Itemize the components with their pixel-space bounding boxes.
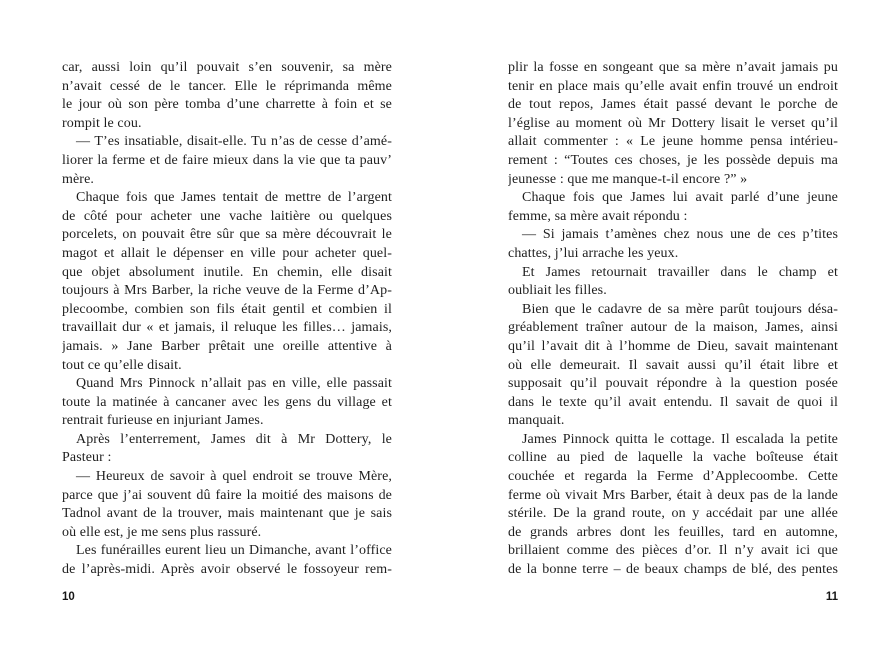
text-line: de tout repos, James était passé devant le porche de	[508, 97, 838, 113]
text-line: que objet absolument inutile. En chemin, elle disait	[62, 264, 392, 280]
text-line: — Heureux de savoir à quel endroit se trouve Mère,	[76, 469, 392, 485]
text-line: de l’après-midi. Après avoir observé le fossoyeur rem-	[62, 562, 392, 578]
text-line: tenir en place mais qu’elle avait enfin trouvé un endroit	[508, 78, 838, 94]
text-line: Les funérailles eurent lieu un Dimanche, avant l’office	[76, 543, 392, 559]
text-line: de la bonne terre – de beaux champs de blé, des pentes	[508, 562, 838, 578]
text-line: plecoombe, combien son fils était gentil et combien il	[62, 301, 392, 317]
text-line: brillaient comme des pièces d’or. Il n’y avait ici que	[508, 543, 838, 559]
text-line: où elle demeurait. Il savait aussi qu’il était libre et	[508, 357, 838, 373]
text-line: stérile. De la grand route, on y accédait par une allée	[508, 506, 838, 522]
text-line: Tadnol avant de la trouver, mais maintenant que je sais	[62, 506, 392, 522]
text-line: femme, sa mère avait répondu :	[508, 208, 688, 224]
text-line: James Pinnock quitta le cottage. Il escalada la petite	[522, 431, 838, 447]
text-line: tout ce qu’elle disait.	[62, 357, 182, 373]
page-number-left: 10	[62, 591, 75, 603]
text-line: Pasteur :	[62, 450, 112, 466]
text-line: Après l’enterrement, James dit à Mr Dottery, le	[76, 431, 392, 447]
text-line: colline au pied de laquelle la vache boîteuse était	[508, 450, 838, 466]
text-line: parce que j’ai souvent dû faire la moitié des maisons de	[62, 487, 392, 503]
text-line: manquait.	[508, 413, 565, 429]
text-line: Chaque fois que James tentait de mettre de l’argent	[76, 190, 392, 206]
text-line: le jour où son père tomba d’une charrette à foin et se	[62, 97, 392, 113]
text-line: gréablement traîner autour de la maison, James, ainsi	[508, 320, 838, 336]
text-line: car, aussi loin qu’il pouvait s’en souvenir, sa mère	[62, 60, 392, 75]
text-line: porcelets, on pouvait être sûr que sa mère découvrait le	[62, 227, 392, 243]
page-left	[62, 0, 392, 651]
text-line: toute la matinée à cancaner avec les gens du village et	[62, 394, 392, 410]
text-line: dans le texte qu’il avait entendu. Il savait de quoi il	[508, 394, 838, 410]
text-line: jamais. » Jane Barber prêtait une oreille attentive à	[62, 338, 392, 354]
text-line: de côté pour acheter une vache laitière ou quelques	[62, 208, 392, 224]
page-number-right: 11	[825, 591, 838, 603]
text-line: l’église au moment où Mr Dottery lisait le verset qu’il	[508, 115, 838, 131]
text-line: de grands arbres dont les feuilles, tard en automne,	[508, 524, 838, 540]
text-line: couchée et regarda la Ferme d’Applecoombe. Cette	[508, 469, 838, 485]
text-line: travaillait dur « et jamais, il reluque les filles… jamais,	[62, 320, 392, 336]
text-line: chattes, j’lui arrache les yeux.	[508, 245, 679, 261]
text-line: qu’il l’avait dit à l’homme de Dieu, savait maintenant	[508, 338, 838, 354]
text-line: Quand Mrs Pinnock n’allait pas en ville, elle passait	[76, 376, 392, 392]
text-line: jeunesse : que me manque-t-il encore ?” »	[508, 171, 748, 187]
text-line: rement : “Toutes ces choses, je les possède depuis ma	[508, 152, 838, 168]
page-right-text	[508, 59, 838, 580]
page-left-text	[62, 59, 392, 580]
text-line: rompit le cou.	[62, 115, 142, 131]
text-line: toujours à Mrs Barber, la riche veuve de la Ferme d’Ap-	[62, 283, 392, 299]
text-line: magot et allait le dépenser en ville pour acheter quel-	[62, 245, 392, 261]
text-line: Et James retournait travailler dans le champ et	[522, 264, 838, 280]
text-line: — T’es insatiable, disait-elle. Tu n’as de cesse d’amé-	[76, 134, 392, 150]
text-line: — Si jamais t’amènes chez nous une de ces p’tites	[522, 227, 838, 243]
text-line: rentrait furieuse en injuriant James.	[62, 413, 264, 429]
text-line: où elle est, je me sens plus rassuré.	[62, 524, 262, 540]
text-line: plir la fosse en songeant que sa mère n’avait jamais pu	[508, 60, 838, 75]
text-line: n’avait cessé de le tancer. Elle le réprimanda même	[62, 78, 392, 94]
text-line: Bien que le cadavre de sa mère parût toujours désa-	[522, 301, 838, 317]
text-line: supposait qu’il pouvait répondre à la question posée	[508, 376, 838, 392]
text-line: liorer la ferme et de faire mieux dans la vie que ta pauv’	[62, 152, 392, 168]
text-line: Chaque fois que James lui avait parlé d’une jeune	[522, 190, 838, 206]
text-line: allait commenter : « Le jeune homme pensa intérieu-	[508, 134, 838, 150]
page-right	[508, 0, 838, 651]
text-line: ferme où vivait Mrs Barber, était à deux pas de la lande	[508, 487, 838, 503]
text-line: mère.	[62, 171, 94, 187]
text-line: oubliait les filles.	[508, 283, 607, 299]
